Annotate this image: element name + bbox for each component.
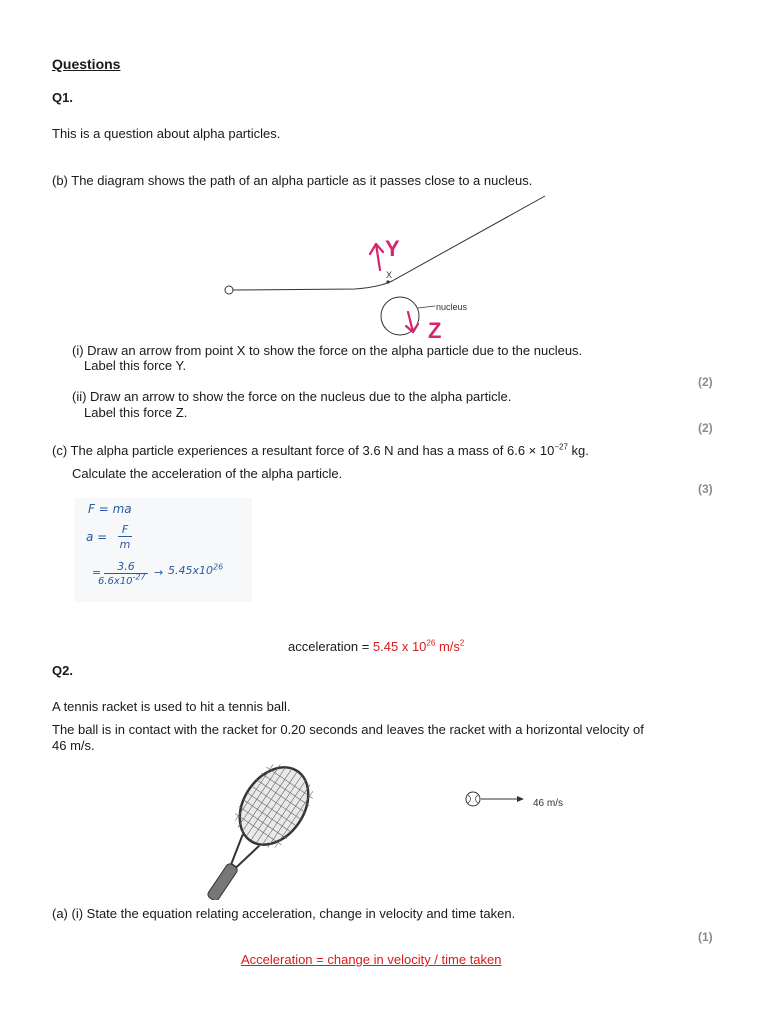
q2-line3: 46 m/s. — [52, 738, 95, 753]
working-result: $5.45x10^{26}$ — [168, 562, 224, 577]
force-y-label: Y — [385, 236, 400, 261]
page-heading: Questions — [52, 56, 121, 72]
alpha-path-diagram — [220, 190, 560, 350]
q1-part-i-marks: (2) — [698, 375, 713, 389]
working-line-2-num: F — [118, 523, 132, 537]
q2-number: Q2. — [52, 663, 73, 678]
force-z-label: Z — [428, 318, 442, 343]
velocity-label: 46 m/s — [533, 798, 564, 809]
tennis-ball — [466, 792, 480, 806]
q2-part-a-marks: (1) — [698, 930, 713, 944]
q1-part-i-line1: (i) Draw an arrow from point X to show the force on the alpha particle due to the nucleus. — [72, 343, 583, 358]
working-line-1: F = ma — [88, 502, 132, 516]
handwritten-working — [74, 498, 252, 602]
point-x-marker — [386, 280, 389, 283]
working-line-2-den: m — [119, 538, 131, 551]
working-line-3-eq: = — [92, 566, 102, 579]
q2-intro: A tennis racket is used to hit a tennis ball. — [52, 699, 291, 714]
alpha-start-point — [225, 286, 233, 294]
q1-part-b-text: (b) The diagram shows the path of an alpha particle as it passes close to a nucleus. — [52, 173, 533, 188]
q1-part-i-line2: Label this force Y. — [84, 358, 187, 373]
q1-part-c-marks: (3) — [698, 482, 713, 496]
working-line-3-num: 3.6 — [104, 560, 148, 574]
nucleus-label: nucleus — [436, 302, 468, 312]
q1-intro: This is a question about alpha particles. — [52, 126, 281, 141]
q1-answer: acceleration = 5.45 x $10^{26}$ $m/s^2$ — [288, 638, 465, 654]
working-line-3-den: $6.6x10^{-27}$ — [98, 572, 146, 587]
tennis-racket-drawing — [196, 758, 320, 900]
q2-part-a-text: (a) (i) State the equation relating acceleration, change in velocity and time taken. — [52, 906, 516, 921]
q1-part-ii-line2: Label this force Z. — [84, 405, 188, 420]
q1-part-ii-marks: (2) — [698, 421, 713, 435]
point-x-label: X — [386, 270, 393, 280]
working-line-2-lhs: a = — [86, 530, 108, 544]
force-y-arrow — [370, 244, 383, 270]
working-result-arrow: → — [154, 566, 164, 579]
q1-part-ii-line1: (ii) Draw an arrow to show the force on the nucleus due to the alpha particle. — [72, 389, 512, 404]
tennis-ball-diagram — [462, 788, 582, 812]
q1-number: Q1. — [52, 90, 73, 105]
q1-part-c-line1: (c) The alpha particle experiences a resultant force of 3.6 N and has a mass of $6.6 \times 10^{-27}$ kg. — [52, 442, 589, 458]
q2-part-a-answer: Acceleration = change in velocity / time taken — [241, 952, 502, 967]
q1-part-c-line2: Calculate the acceleration of the alpha particle. — [72, 466, 343, 481]
force-z-arrow — [406, 312, 418, 332]
q2-line2: The ball is in contact with the racket for 0.20 seconds and leaves the racket with a horizontal velocity of — [52, 722, 644, 737]
nucleus-pointer — [418, 306, 435, 308]
